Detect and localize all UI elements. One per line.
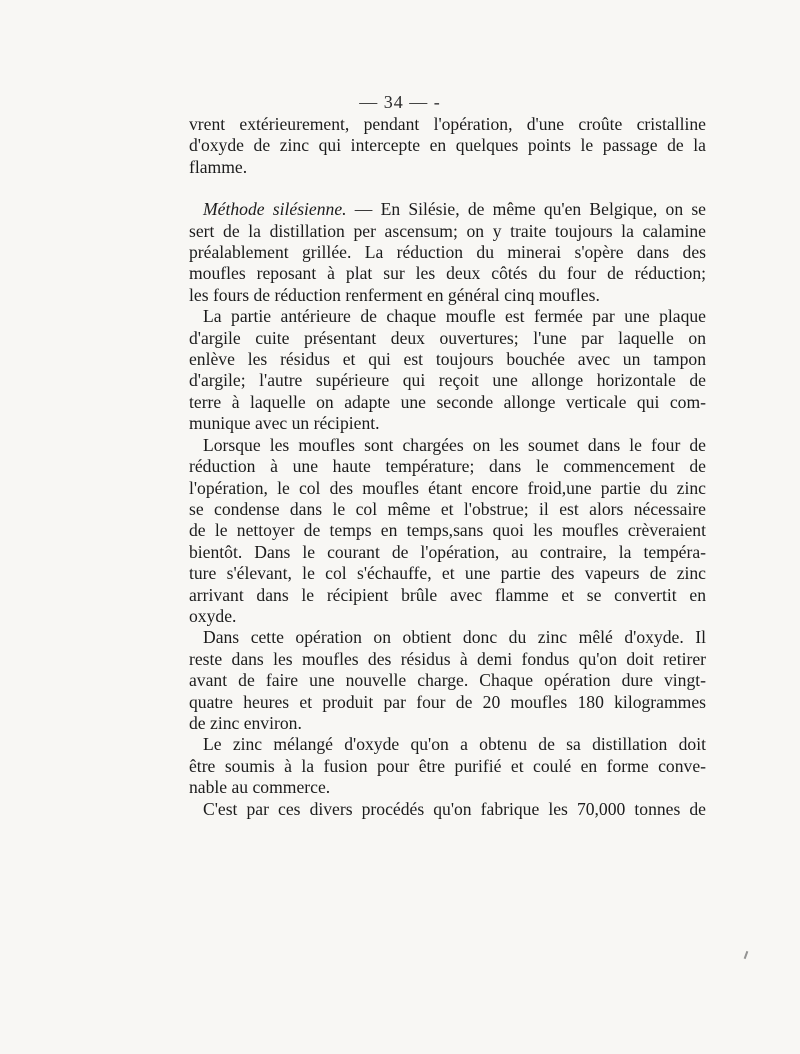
text-line: quatre heures et produit par four de 20 moufles 180 kilogrammes <box>189 691 706 712</box>
text-line: préalablement grillée. La réduction du minerai s'opère dans des <box>189 242 706 263</box>
text-line: être soumis à la fusion pour être purifié et coulé en forme conve- <box>189 755 706 776</box>
text-line: ture s'élevant, le col s'échauffe, et une partie des vapeurs de zinc <box>189 563 706 584</box>
text-line: sert de la distillation per ascensum; on y traite toujours la calamine <box>189 220 706 241</box>
text-line: oxyde. <box>189 605 237 626</box>
text-line: Le zinc mélangé d'oxyde qu'on a obtenu de sa distillation doit <box>203 734 706 755</box>
text-line: réduction à une haute température; dans le commencement de <box>189 456 706 477</box>
text-line: Lorsque les moufles sont chargées on les soumet dans le four de <box>203 434 706 455</box>
paragraph <box>189 114 706 178</box>
text-line: Dans cette opération on obtient donc du zinc mêlé d'oxyde. Il <box>203 627 706 648</box>
text-line: de zinc environ. <box>189 712 302 733</box>
text-line: d'argile; l'autre supérieure qui reçoit une allonge horizontale de <box>189 370 706 391</box>
text-line: enlève les résidus et qui est toujours bouchée avec un tampon <box>189 349 706 370</box>
text-line: de le nettoyer de temps en temps,sans quoi les moufles crèveraient <box>189 520 706 541</box>
text-line: les fours de réduction renferment en général cinq moufles. <box>189 284 600 305</box>
section-heading: Méthode silésienne. <box>203 199 347 220</box>
text-line: munique avec un récipient. <box>189 413 380 434</box>
text-line: avant de faire une nouvelle charge. Chaque opération dure vingt- <box>189 670 706 691</box>
text-line: d'argile cuite présentant deux ouvertures; l'une par laquelle on <box>189 327 706 348</box>
paragraph <box>189 199 706 306</box>
text-line: arrivant dans le récipient brûle avec flamme et se convertit en <box>189 584 706 605</box>
page-number: — 34 — - <box>359 92 441 112</box>
paragraph <box>189 734 706 798</box>
text-fragment: — En Silésie, de même qu'en Belgique, on se <box>354 199 706 220</box>
text-line: reste dans les moufles des résidus à demi fondus qu'on doit retirer <box>189 648 706 669</box>
stray-mark <box>744 951 749 959</box>
text-line: vrent extérieurement, pendant l'opération, d'une croûte cristalline <box>189 114 706 134</box>
text-line: terre à laquelle on adapte une seconde allonge verticale qui com- <box>189 391 706 412</box>
paragraph <box>189 627 706 734</box>
text-line: nable au commerce. <box>189 777 331 798</box>
text-line: moufles reposant à plat sur les deux côtés du four de réduction; <box>189 263 706 284</box>
paragraph <box>189 435 706 628</box>
text-line: l'opération, le col des moufles étant encore froid,une partie du zinc <box>189 477 706 498</box>
text-line: se condense dans le col même et l'obstrue; il est alors nécessaire <box>189 498 706 519</box>
paragraph <box>189 799 706 820</box>
text-line: C'est par ces divers procédés qu'on fabrique les 70,000 tonnes de <box>203 798 706 819</box>
text-line: d'oxyde de zinc qui intercepte en quelques points le passage de la <box>189 135 706 156</box>
paragraph <box>189 306 706 434</box>
text-line <box>189 199 706 220</box>
text-line: bientôt. Dans le courant de l'opération, au contraire, la tempéra- <box>189 541 706 562</box>
text-line: flamme. <box>189 156 248 177</box>
body-text <box>189 114 706 820</box>
text-line: La partie antérieure de chaque moufle est fermée par une plaque <box>203 306 706 327</box>
